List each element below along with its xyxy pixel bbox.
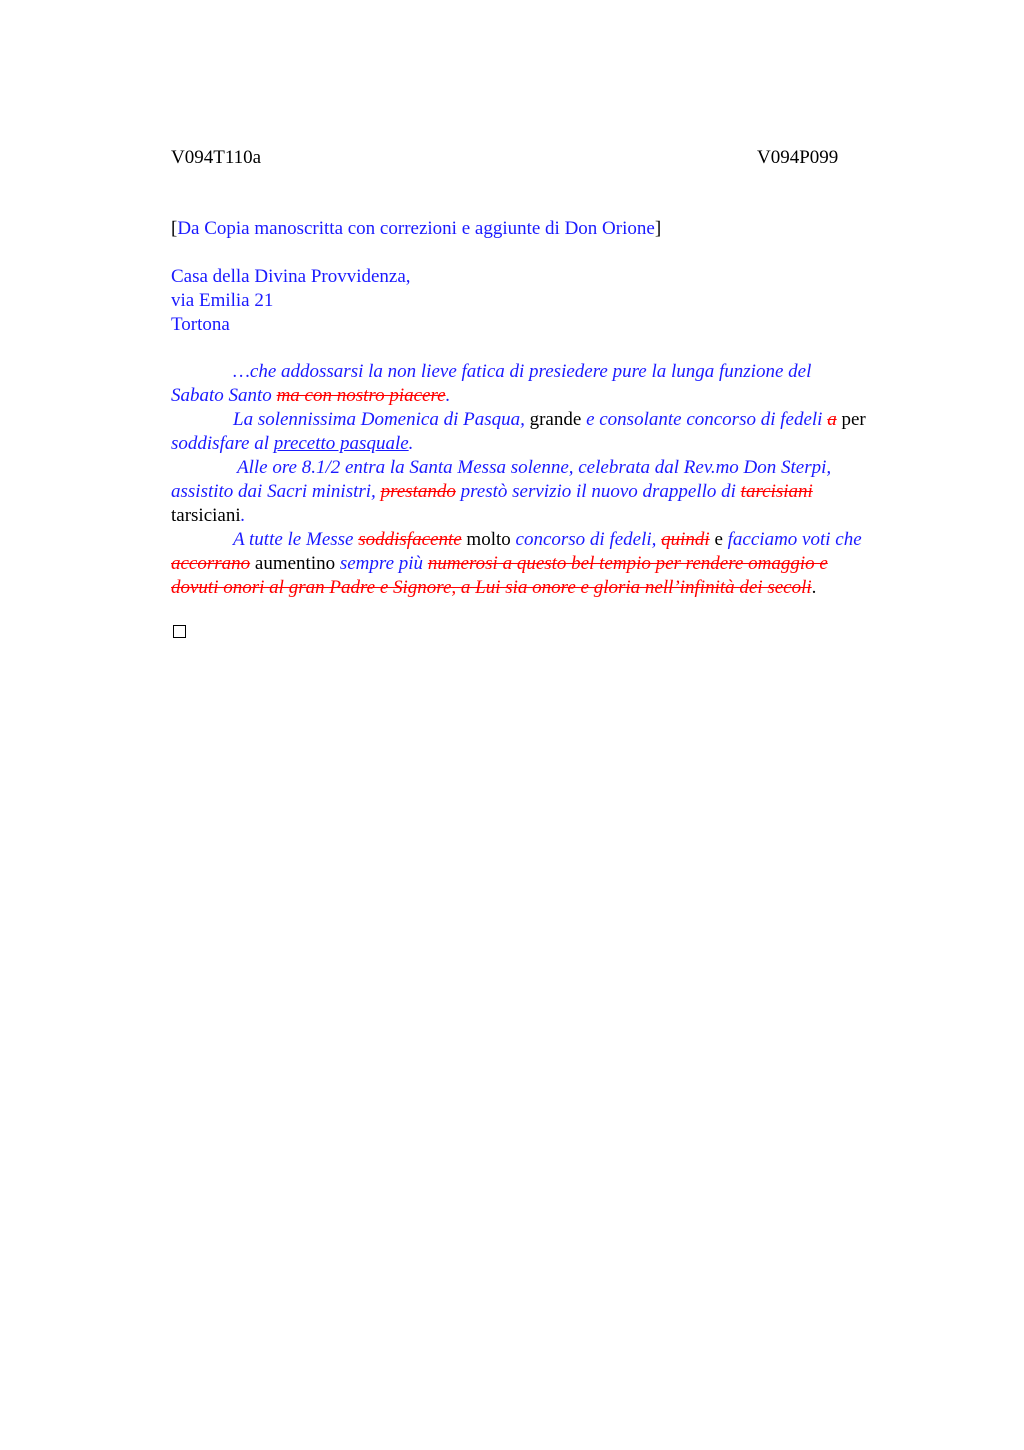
paragraph-3-line-2 xyxy=(171,480,931,504)
text-segment: concorso di fedeli, xyxy=(515,529,662,550)
deleted-text: numerosi a questo bel tempio per rendere omaggio e xyxy=(427,553,828,574)
text-segment: …che addossarsi la non lieve fatica di presiedere pure la lunga funzione del xyxy=(233,361,812,382)
deleted-text: ma con nostro piacere xyxy=(276,385,446,406)
added-text: tarsiciani xyxy=(171,505,241,526)
address-line-3: Tortona xyxy=(171,314,230,335)
added-text: per xyxy=(836,409,866,430)
added-text: grande xyxy=(529,409,582,430)
text-segment: facciamo voti che xyxy=(727,529,862,550)
deleted-text: accorrano xyxy=(171,553,251,574)
deleted-text: quindi xyxy=(661,529,710,550)
underlined-text: precetto pasquale xyxy=(273,433,409,454)
address-line-1: Casa della Divina Provvidenza, xyxy=(171,266,411,287)
text-segment: Alle ore 8.1/2 entra la Santa Messa solenne, celebrata dal Rev.mo Don Sterpi, xyxy=(237,457,832,478)
text-segment: prestò servizio il nuovo drappello di xyxy=(455,481,741,502)
text-segment: soddisfare al xyxy=(171,433,274,454)
source-note-text: Da Copia manoscritta con correzioni e aggiunte di Don Orione xyxy=(177,218,655,239)
added-text: e xyxy=(709,529,728,550)
letter-body xyxy=(171,360,931,600)
source-open-bracket: [ xyxy=(171,218,178,239)
added-text: molto xyxy=(461,529,516,550)
text-segment: sempre più xyxy=(339,553,428,574)
document-code-right: V094P099 xyxy=(757,147,839,168)
paragraph-2-line-1 xyxy=(171,408,931,432)
paragraph-1-line-1 xyxy=(171,360,931,384)
paragraph-2-line-2 xyxy=(171,432,931,456)
deleted-text: tarcisiani xyxy=(740,481,813,502)
paragraph-4-line-1 xyxy=(171,528,931,552)
deleted-text: soddisfacente xyxy=(358,529,462,550)
text-segment: . xyxy=(240,505,246,526)
source-note xyxy=(171,217,661,241)
text-segment: e consolante concorso di fedeli xyxy=(581,409,828,430)
address-line-2: via Emilia 21 xyxy=(171,290,274,311)
text-segment: A tutte le Messe xyxy=(233,529,359,550)
paragraph-3-line-3 xyxy=(171,504,931,528)
text-segment: . xyxy=(408,433,414,454)
paragraph-4-line-2 xyxy=(171,552,931,576)
text-segment: La solennissima Domenica di Pasqua, xyxy=(233,409,530,430)
text-segment: assistito dai Sacri ministri, xyxy=(171,481,381,502)
document-code-left: V094T110a xyxy=(171,147,262,168)
deleted-text: dovuti onori al gran Padre e Signore, a Lui sia onore e gloria nell’infinità dei secoli xyxy=(171,577,812,598)
address-block xyxy=(171,265,411,337)
paragraph-1-line-2 xyxy=(171,384,931,408)
paragraph-3-line-1 xyxy=(171,456,931,480)
deleted-text: a xyxy=(827,409,837,430)
deleted-text: prestando xyxy=(380,481,456,502)
paragraph-4-line-3 xyxy=(171,576,931,600)
added-text: aumentino xyxy=(250,553,340,574)
text-segment: Sabato Santo xyxy=(171,385,277,406)
source-close-bracket: ] xyxy=(654,218,662,239)
text-segment: . xyxy=(811,577,817,598)
text-segment: . xyxy=(445,385,451,406)
empty-box-icon xyxy=(173,625,186,638)
